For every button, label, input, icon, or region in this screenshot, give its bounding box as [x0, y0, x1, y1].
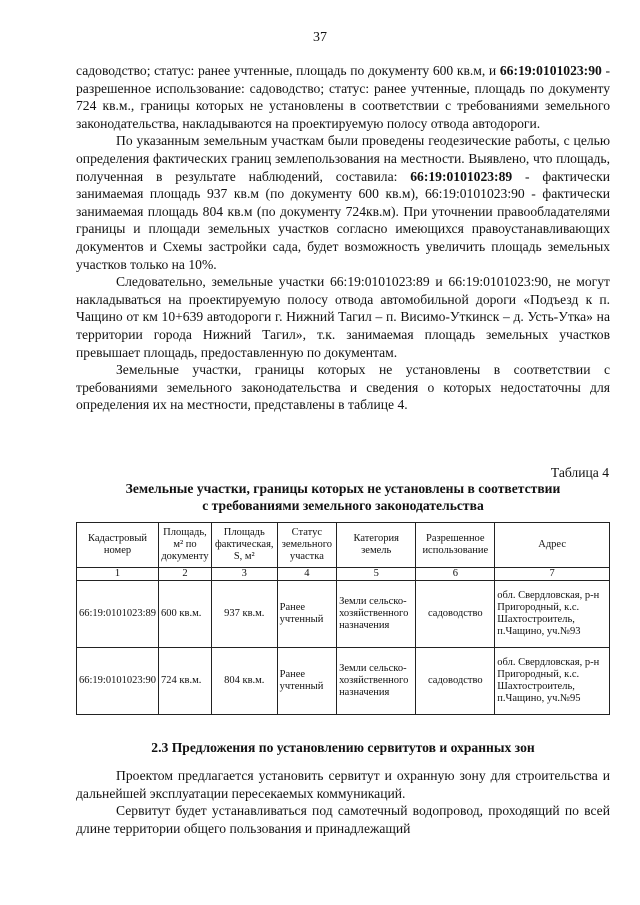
- actual-area-cell: 804 кв.м.: [211, 648, 277, 715]
- cadastral-number-cell: 66:19:0101023:90: [77, 648, 159, 715]
- text-segment: Земельные участки, границы которых не установлены в соответствии с требованиями земельного законодательства и сведения о которых недостаточны для определения их на местности, представлены в таблице 4.: [76, 362, 610, 413]
- status-cell: Ранее учтенный: [277, 648, 336, 715]
- table-title-line: Земельные участки, границы которых не установлены в соответствии: [125, 481, 561, 496]
- text-segment: Проектом предлагается установить сервитут и охранную зону для строительства и дальнейшей эксплуатации пересекаемых коммуникаций.: [76, 768, 610, 801]
- column-number-row: [77, 568, 610, 581]
- text-segment: Сервитут будет устанавливаться под самотечный водопровод, проходящий по всей длине территории общего пользования и принадлежащий: [76, 803, 610, 836]
- column-number: 4: [277, 568, 336, 581]
- address-cell: обл. Свердловская, р-н Пригородный, к.с. Шахтостроитель, п.Чащино, уч.№95: [495, 648, 610, 715]
- column-header: Кадастровый номер: [77, 523, 159, 568]
- text-segment: По указанным земельным участкам были проведены геодезические работы, с целью определения фактических границ землепользования на местности. Выявлено, что площадь, полученная в результате наблюдений, составила:: [76, 133, 610, 184]
- permitted-use-cell: садоводство: [416, 581, 495, 648]
- land-plots-table: [76, 522, 610, 715]
- column-header: Категория земель: [337, 523, 416, 568]
- status-cell: Ранее учтенный: [277, 581, 336, 648]
- permitted-use-cell: садоводство: [416, 648, 495, 715]
- table-header-row: [77, 523, 610, 568]
- land-category-cell: Земли сельско-хозяйственного назначения: [337, 581, 416, 648]
- column-header: Разрешенное использование: [416, 523, 495, 568]
- address-cell: обл. Свердловская, р-н Пригородный, к.с. Шахтостроитель, п.Чащино, уч.№93: [495, 581, 610, 648]
- cadastral-number: 66:19:0101023:89: [410, 168, 513, 184]
- cadastral-number-cell: 66:19:0101023:89: [77, 581, 159, 648]
- section-heading: 2.3 Предложения по установлению сервитутов и охранных зон: [151, 740, 535, 755]
- paragraph: [76, 802, 610, 837]
- table-title-line: с требованиями земельного законодательства: [202, 498, 484, 513]
- table-row: [77, 581, 610, 648]
- column-number: 3: [211, 568, 277, 581]
- paragraph: [76, 62, 610, 132]
- document-area-cell: 600 кв.м.: [159, 581, 212, 648]
- page-number: 37: [313, 30, 327, 45]
- actual-area-cell: 937 кв.м.: [211, 581, 277, 648]
- paragraph: [76, 361, 610, 414]
- table-title: [76, 480, 610, 514]
- text-segment: садоводство; статус: ранее учтенные, площадь по документу 600 кв.м, и: [76, 63, 500, 78]
- column-header: Площадь фактическая, S, м²: [211, 523, 277, 568]
- text-segment: Следовательно, земельные участки 66:19:0101023:89 и 66:19:0101023:90, не могут накладываться на проектируемую полосу отвода автомобильной дороги «Подъезд к п. Чащино от км 10+639 автодороги г. Нижний Тагил – п. Висимо-Уткинск – д. Усть-Утка» на территории города Нижний Тагил», т.к. занимаемая площадь земельных участков превышает площадь, предоставленную по документам.: [76, 274, 610, 360]
- body-text-bottom: [76, 767, 610, 837]
- paragraph: [76, 767, 610, 802]
- land-category-cell: Земли сельско-хозяйственного назначения: [337, 648, 416, 715]
- text-segment: - разрешенное использование: садоводство; статус: ранее учтенные, площадь по документу 724 кв.м., границы которых не установлены в соответствии с требованиями земельного законодательства, накладываются на проектируемую полосу отвода автодороги.: [76, 63, 610, 131]
- column-header: Площадь, м² по документу: [159, 523, 212, 568]
- text-segment: - фактически занимаемая площадь 937 кв.м (по документу 600 кв.м), 66:19:0101023:90 - фактически занимаемая площадь 804 кв.м (по документу 724кв.м). При уточнении правообладателями границы и площади земельных участков согласно имеющихся правоустанавливающих документов и Схемы застройки сада, будет возможность увеличить площадь земельных участков только на 10%.: [76, 168, 610, 272]
- table-row: [77, 648, 610, 715]
- column-header: Статус земельного участка: [277, 523, 336, 568]
- table-caption: Таблица 4: [550, 465, 609, 480]
- column-number: 7: [495, 568, 610, 581]
- document-area-cell: 724 кв.м.: [159, 648, 212, 715]
- cadastral-number: 66:19:0101023:90: [499, 63, 602, 78]
- paragraph: [76, 273, 610, 361]
- column-number: 1: [77, 568, 159, 581]
- body-text-top: [76, 62, 610, 414]
- column-header: Адрес: [495, 523, 610, 568]
- paragraph: [76, 132, 610, 273]
- column-number: 2: [159, 568, 212, 581]
- column-number: 6: [416, 568, 495, 581]
- column-number: 5: [337, 568, 416, 581]
